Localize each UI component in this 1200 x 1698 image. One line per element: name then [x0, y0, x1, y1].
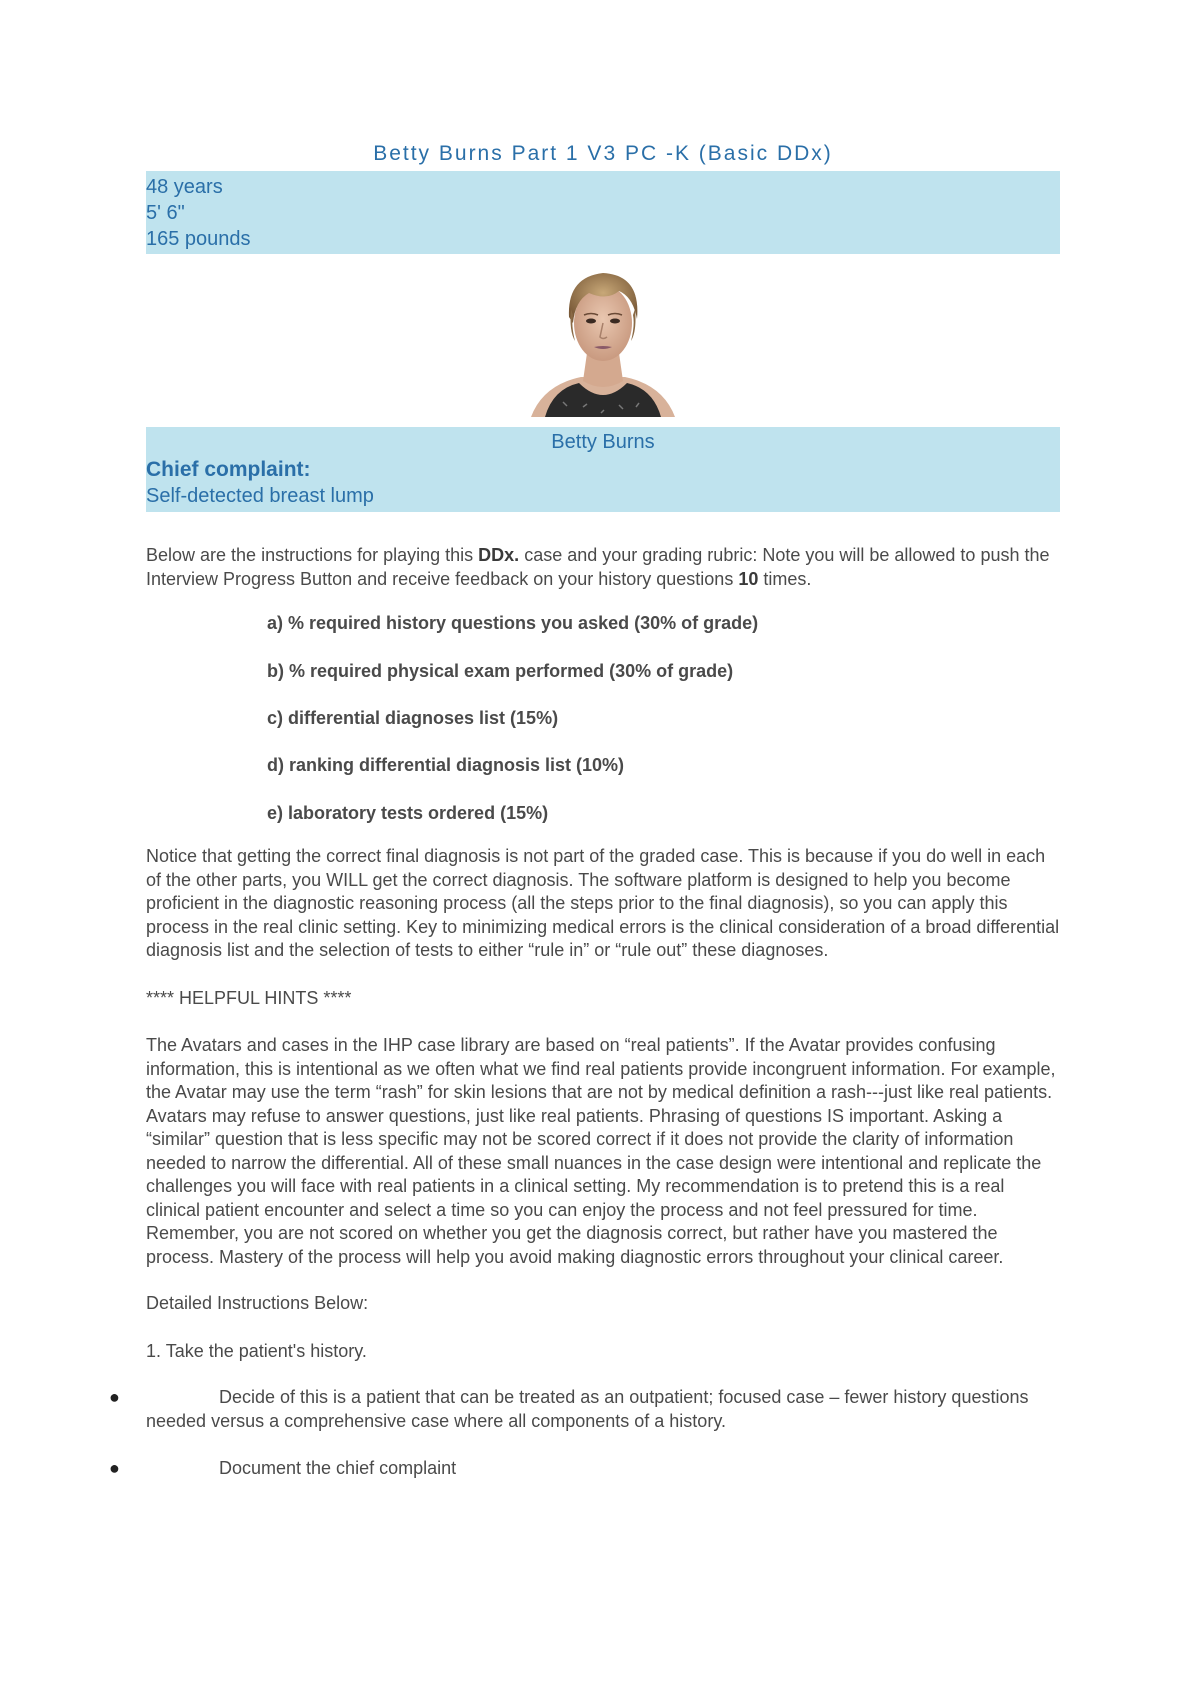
step-1: 1. Take the patient's history.: [146, 1340, 367, 1361]
grading-rubric: [267, 611, 1060, 825]
rubric-item: e) laboratory tests ordered (15%): [267, 803, 549, 823]
bullet-text: Decide of this is a patient that can be treated as an outpatient; focused case – fewer history questions needed versus a comprehensive case where all components of a history.: [146, 1387, 1029, 1431]
list-item: [109, 1386, 1060, 1433]
patient-info-box: [146, 171, 1060, 254]
detailed-instructions-heading: Detailed Instructions Below:: [146, 1293, 369, 1313]
instructions-intro: [146, 544, 1060, 591]
rubric-item: d) ranking differential diagnosis list (10%): [267, 755, 625, 775]
patient-avatar: [146, 257, 1060, 419]
chief-complaint-text: Self-detected breast lump: [146, 485, 374, 507]
intro-bold-ddx: DDx.: [478, 545, 520, 565]
document-title: Betty Burns Part 1 V3 PC -K (Basic DDx): [373, 142, 833, 165]
patient-age: 48 years: [146, 176, 223, 198]
chief-complaint-label: Chief complaint:: [146, 458, 311, 481]
rubric-item: c) differential diagnoses list (15%): [267, 708, 559, 728]
intro-text-3: times.: [758, 568, 812, 589]
bullet-icon: ●: [109, 1387, 120, 1407]
bullet-text: Document the chief complaint: [219, 1458, 457, 1478]
notice-paragraph: Notice that getting the correct final diagnosis is not part of the graded case. This is because if you do well in each of the other parts, you WILL get the correct diagnosis. The software platform is designed to help you become proficient in the diagnostic reasoning process (all the steps prior to the final diagnosis), so you can apply this process in the real clinic setting. Key to minimizing medical errors is the clinical consideration of a broad differential diagnosis list and the selection of tests to either “rule in” or “rule out” these diagnoses.: [146, 846, 1060, 960]
rubric-item: b) % required physical exam performed (30% of grade): [267, 661, 734, 681]
avatar-portrait-image: [523, 257, 683, 417]
chief-complaint-box: [146, 427, 1060, 512]
intro-text-1: Below are the instructions for playing this: [146, 545, 479, 565]
document-page: [109, 140, 1060, 1481]
intro-text-2: case and your grading rubric: Note you will be allowed to push the Interview Progress Button and receive feedback on your history questions: [146, 545, 1050, 589]
list-item: [109, 1457, 1060, 1481]
patient-name: Betty Burns: [551, 431, 655, 453]
patient-height: 5' 6": [146, 202, 185, 224]
hints-heading: **** HELPFUL HINTS ****: [146, 987, 352, 1008]
patient-weight: 165 pounds: [146, 228, 251, 250]
hints-paragraph: The Avatars and cases in the IHP case library are based on “real patients”. If the Avatar provides confusing information, this is intentional as we often what we find real patients provide incongruent information. For example, the Avatar may use the term “rash” for skin lesions that are not by medical definition a rash---just like real patients. Avatars may refuse to answer questions, just like real patients. Phrasing of questions IS important. Asking a “similar” question that is less specific may not be scored correct if it does not provide the clarity of information needed to narrow the differential. All of these small nuances in the case design were intentional and replicate the challenges you will face with real patients in a clinical setting. My recommendation is to pretend this is a real clinical patient encounter and select a time so you can enjoy the process and not feel pressured for time. Remember, you are not scored on whether you get the diagnosis correct, but rather have you mastered the process. Mastery of the process will help you avoid making diagnostic errors throughout your clinical career.: [146, 1035, 1056, 1267]
intro-bold-count: 10: [738, 568, 759, 589]
bullet-icon: ●: [109, 1458, 120, 1478]
rubric-item: a) % required history questions you asked (30% of grade): [267, 613, 759, 633]
